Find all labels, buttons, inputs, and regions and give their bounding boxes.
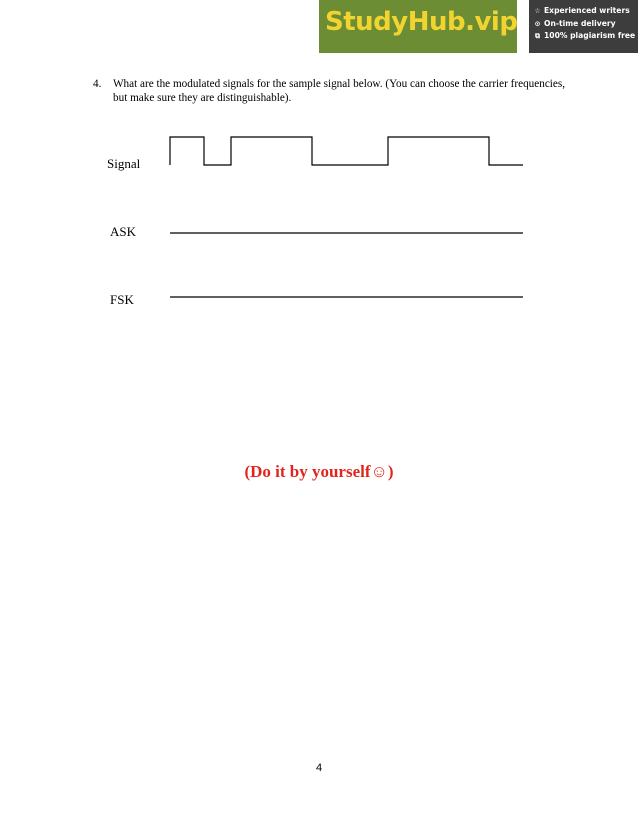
note-text: (Do it by yourself bbox=[244, 462, 371, 481]
question-text: What are the modulated signals for the sample signal below. (You can choose the carrier frequencies, but make sure they are distinguishable). bbox=[113, 78, 566, 104]
page-number: 4 bbox=[315, 762, 323, 774]
ask-label: ASK bbox=[110, 224, 137, 239]
signal-waveform bbox=[170, 137, 523, 165]
instruction-note bbox=[0, 462, 638, 482]
logo-text: StudyHub.vip bbox=[325, 7, 518, 37]
feature-label: 100% plagiarism free bbox=[544, 31, 636, 40]
signal-label: Signal bbox=[107, 156, 141, 171]
smiley-icon: ☺ bbox=[370, 462, 388, 481]
copy-icon: ⧉ bbox=[535, 32, 540, 40]
note-close: ) bbox=[387, 462, 394, 481]
feature-label: On-time delivery bbox=[544, 18, 616, 28]
question-number: 4. bbox=[93, 78, 102, 90]
clock-icon: ⊙ bbox=[534, 19, 541, 28]
feature-label: Experienced writers bbox=[544, 6, 630, 15]
fsk-label: FSK bbox=[110, 292, 134, 307]
star-outline-icon: ☆ bbox=[534, 7, 541, 15]
